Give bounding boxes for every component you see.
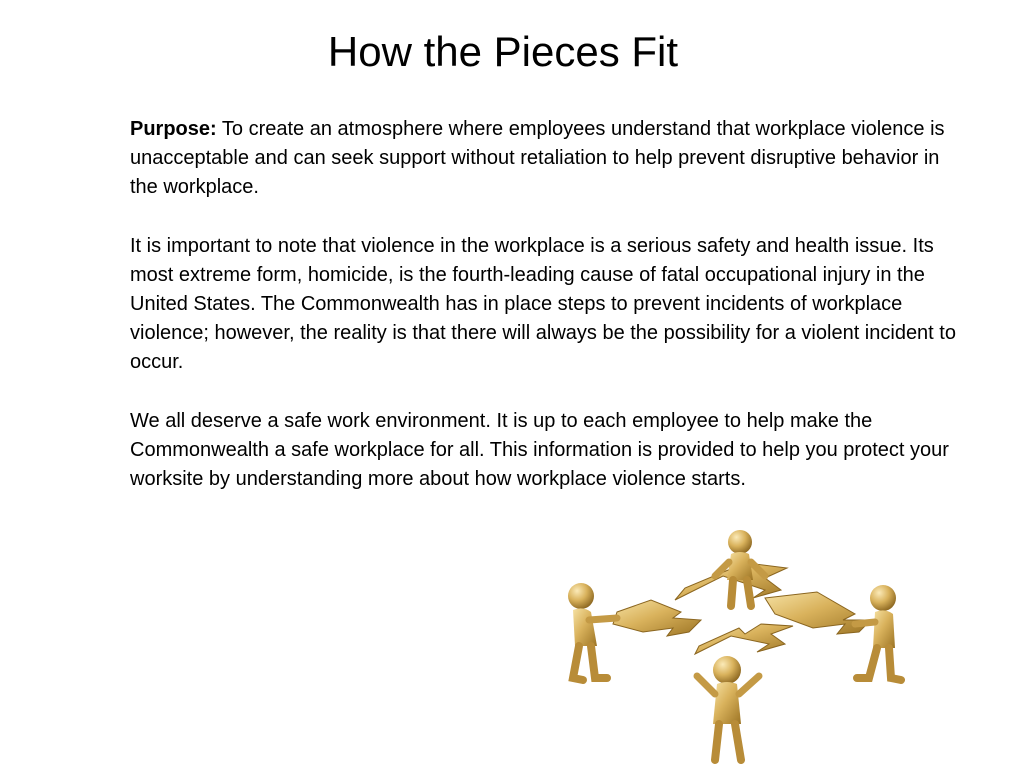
purpose-label: Purpose:: [130, 118, 217, 140]
arrow-piece-bottom: [695, 624, 793, 654]
arrow-piece-left: [613, 600, 701, 636]
teamwork-puzzle-illustration: [555, 528, 910, 766]
figure-right: [855, 585, 901, 680]
figure-left: [568, 583, 617, 680]
figure-bottom: [697, 656, 759, 760]
purpose-paragraph: [130, 115, 960, 202]
purpose-text: To create an atmosphere where employees understand that workplace violence is unacceptable and can seek support without retaliation to help prevent disruptive behavior in the workplace.: [130, 118, 945, 198]
safe-environment-paragraph: We all deserve a safe work environment. It is up to each employee to help make the Commonwealth a safe workplace for all. This information is provided to help you protect your worksite by understanding more about how workplace violence starts.: [130, 410, 949, 490]
slide-body: [130, 115, 960, 524]
importance-paragraph: It is important to note that violence in the workplace is a serious safety and health issue. Its most extreme form, homicide, is the fourth-leading cause of fatal occupational injury in the United States. The Commonwealth has in place steps to prevent incidents of workplace violence; however, the reality is that there will always be the possibility for a violent incident to occur.: [130, 235, 956, 373]
slide-title: How the Pieces Fit: [327, 28, 679, 75]
